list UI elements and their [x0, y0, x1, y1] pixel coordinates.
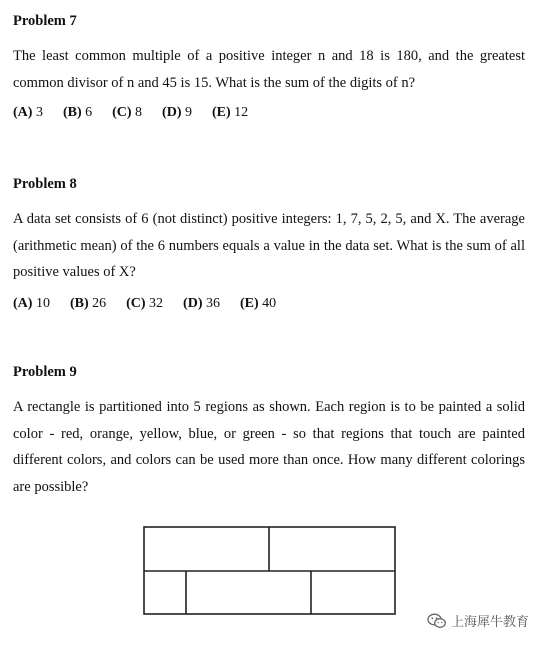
answer-choices: [13, 295, 525, 313]
choice-value: 32: [149, 295, 164, 311]
choice-label: (A): [13, 295, 33, 311]
wechat-icon: [427, 613, 447, 629]
choice-value: 3: [35, 105, 43, 120]
choice-label: (C): [112, 105, 132, 120]
problem-statement: The least common multiple of a positive integer n and 18 is 180, and the greatest common divisor of n and 45 is 15. What is the sum of the digits of n?: [13, 48, 525, 91]
choice-c: [126, 295, 163, 313]
choice-a: [13, 104, 43, 122]
choice-b: [63, 104, 92, 122]
partitioned-rectangle-figure: [143, 526, 399, 618]
choice-d: [162, 104, 192, 122]
choice-label: (B): [62, 105, 82, 120]
problem-title: Problem 7: [13, 13, 77, 29]
problem-statement: A data set consists of 6 (not distinct) positive integers: 1, 7, 5, 2, 5, and X. The average (arithmetic mean) of the 6 numbers equals a value in the data set. What is the sum of all positive values of X?: [13, 211, 525, 280]
choice-label: (D): [162, 105, 182, 120]
choice-value: 10: [35, 295, 50, 311]
choice-label: (C): [126, 295, 146, 311]
choice-value: 26: [92, 295, 107, 311]
choice-e: [240, 295, 276, 313]
choice-e: [212, 104, 248, 122]
choice-value: 9: [184, 105, 192, 120]
problem-title: Problem 8: [13, 176, 77, 192]
choice-label: (E): [211, 105, 231, 120]
problem-8: [13, 175, 525, 313]
choice-label: (B): [69, 295, 89, 311]
choice-b: [70, 295, 106, 313]
problem-9: [13, 363, 525, 500]
choice-d: [183, 295, 220, 313]
answer-choices: [13, 104, 525, 122]
watermark-text: 上海犀牛教育: [451, 615, 530, 630]
choice-value: 6: [85, 105, 93, 120]
choice-label: (E): [239, 295, 259, 311]
problem-7: [13, 12, 525, 122]
choice-value: 12: [234, 105, 249, 120]
choice-value: 40: [262, 295, 277, 311]
choice-value: 36: [205, 295, 220, 311]
problem-title: Problem 9: [13, 364, 77, 380]
choice-value: 8: [135, 105, 143, 120]
choice-c: [112, 104, 142, 122]
choice-label: (D): [183, 295, 203, 311]
problem-statement: A rectangle is partitioned into 5 regions as shown. Each region is to be painted a solid color - red, orange, yellow, blue, or green - so that regions that touch are painted different colors, and colors can be used more than once. How many different colorings are possible?: [13, 399, 525, 495]
choice-label: (A): [13, 105, 33, 120]
choice-a: [13, 295, 50, 313]
watermark: [427, 611, 529, 630]
